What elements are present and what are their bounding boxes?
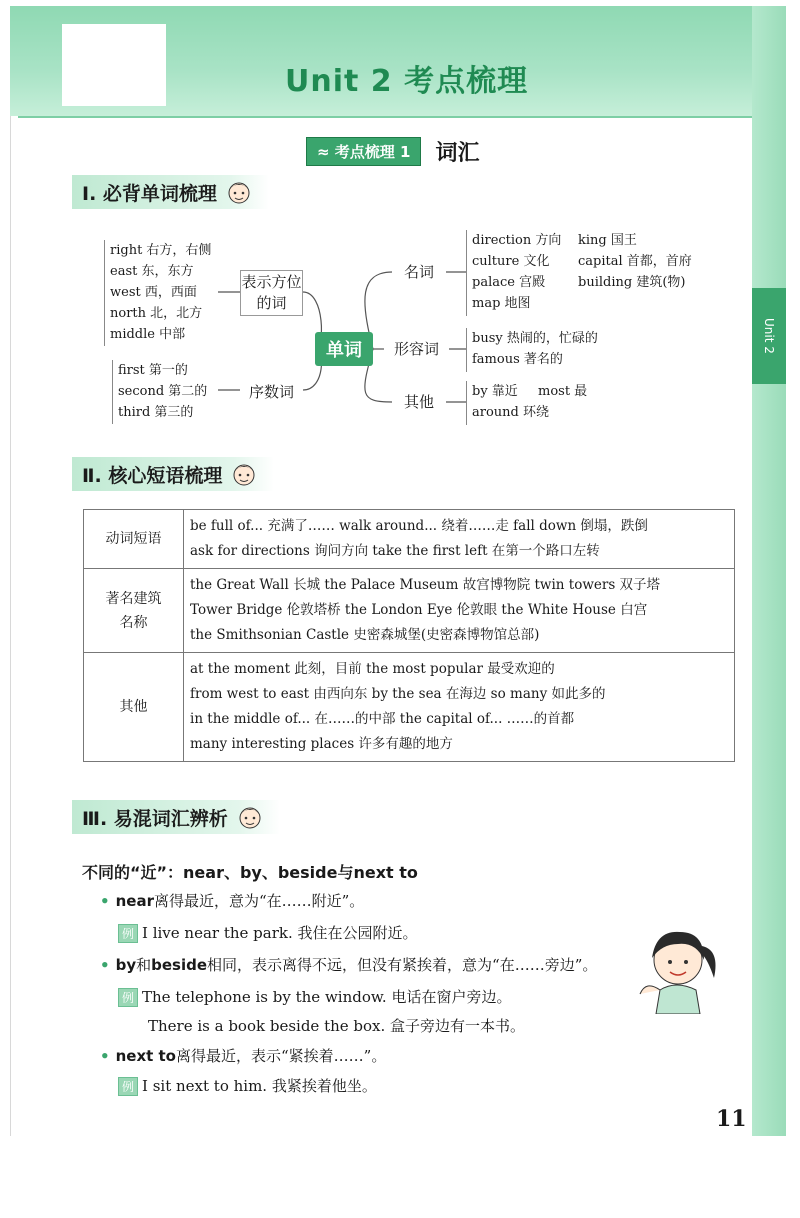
unit-side-tab[interactable]: Unit 2 — [752, 288, 786, 384]
adj-list — [472, 328, 598, 370]
node-others: 其他 — [392, 390, 446, 414]
node-nouns: 名词 — [392, 260, 446, 284]
others-list — [472, 381, 587, 423]
page-title: Unit 2 考点梳理 — [285, 64, 529, 99]
table-cell-category: 动词短语 — [84, 510, 184, 569]
list-item: north 北，北方 — [110, 306, 203, 321]
ordinal-bracket — [112, 360, 113, 424]
node-adjectives: 形容词 — [384, 337, 449, 361]
list-item: middle 中部 — [110, 327, 186, 342]
list-item: third 第三的 — [118, 405, 194, 420]
node-ordinal: 序数词 — [240, 380, 303, 404]
page-number: 11 — [716, 1106, 747, 1132]
list-item: map 地图 — [472, 296, 531, 311]
rule-by-beside: • by和beside相同，表示离得不远，但没有紧挨着，意为“在……旁边”。 — [100, 956, 598, 974]
boy-face-icon — [230, 460, 258, 488]
list-item: famous 著名的 — [472, 352, 563, 367]
part3-intro: 不同的“近”：near、by、beside与next to — [82, 863, 418, 882]
noun-list — [472, 230, 692, 314]
table-row — [84, 569, 735, 653]
part2-heading-text: Ⅱ. 核心短语梳理 — [82, 464, 223, 487]
table-row — [84, 510, 735, 569]
ordinal-list — [118, 360, 207, 423]
table-cell-category: 著名建筑名称 — [84, 569, 184, 653]
section-badge: ≈ 考点梳理 1 — [306, 137, 421, 166]
position-words-list — [110, 240, 211, 345]
list-item: first 第一的 — [118, 363, 188, 378]
table-cell-content: at the moment 此刻，目前 the most popular 最受欢迎的 from west to east 由西向东 by the sea 在海边 so many 如此多的 in the middle of... 在……的中部 the capital of... ……的首都 many interesting places 许多有趣的地方 — [184, 653, 735, 762]
boy-face-icon — [236, 803, 264, 831]
position-words-bracket — [104, 240, 105, 346]
node-position-words: 表示方位的词 — [240, 270, 303, 316]
example-mark-icon: 例 — [118, 1077, 138, 1096]
table-cell-content: be full of... 充满了…… walk around... 绕着……走 fall down 倒塌，跌倒 ask for directions 询问方向 take the first left 在第一个路口左转 — [184, 510, 735, 569]
noun-bracket — [466, 230, 467, 316]
table-row — [84, 653, 735, 762]
table-cell-category: 其他 — [84, 653, 184, 762]
list-item: direction 方向 king 国王 — [472, 233, 637, 248]
table-cell-content: the Great Wall 长城 the Palace Museum 故宫博物院 twin towers 双子塔 Tower Bridge 伦敦塔桥 the London Eye 伦敦眼 the White House 白宫 the Smithsonian Castle 史密森城堡(史密森博物馆总部) — [184, 569, 735, 653]
others-bracket — [466, 381, 467, 425]
rule-near: • near离得最近，意为“在……附近”。 — [100, 892, 365, 910]
list-item: second 第二的 — [118, 384, 208, 399]
example-near: 例 I live near the park. 我住在公园附近。 — [118, 922, 418, 943]
section-title: 词汇 — [435, 141, 480, 166]
part3-heading — [72, 800, 280, 834]
girl-cartoon-icon — [630, 920, 722, 1014]
example-mark-icon: 例 — [118, 988, 138, 1007]
phrase-table — [83, 509, 735, 762]
adj-bracket — [466, 328, 467, 372]
part3-heading-text: Ⅲ. 易混词汇辨析 — [82, 807, 228, 830]
node-center-words: 单词 — [315, 332, 373, 366]
example-by: 例 The telephone is by the window. 电话在窗户旁边。 — [118, 986, 511, 1007]
rule-next-to: • next to离得最近，表示“紧挨着……”。 — [100, 1047, 387, 1065]
list-item: by 靠近 most 最 — [472, 384, 588, 399]
part2-heading — [72, 457, 274, 491]
list-item: west 西，西面 — [110, 285, 197, 300]
list-item: busy 热闹的，忙碌的 — [472, 331, 598, 346]
part1-heading-text: Ⅰ. 必背单词梳理 — [82, 182, 217, 205]
list-item: east 东，东方 — [110, 264, 194, 279]
list-item: right 右方，右侧 — [110, 243, 212, 258]
example-next-to: 例 I sit next to him. 我紧挨着他坐。 — [118, 1075, 377, 1096]
list-item: culture 文化 capital 首都，首府 — [472, 254, 692, 269]
example-beside: There is a book beside the box. 盒子旁边有一本书。 — [148, 1017, 526, 1035]
list-item: around 环绕 — [472, 405, 549, 420]
list-item: palace 宫殿 building 建筑(物) — [472, 275, 686, 290]
example-mark-icon: 例 — [118, 924, 138, 943]
